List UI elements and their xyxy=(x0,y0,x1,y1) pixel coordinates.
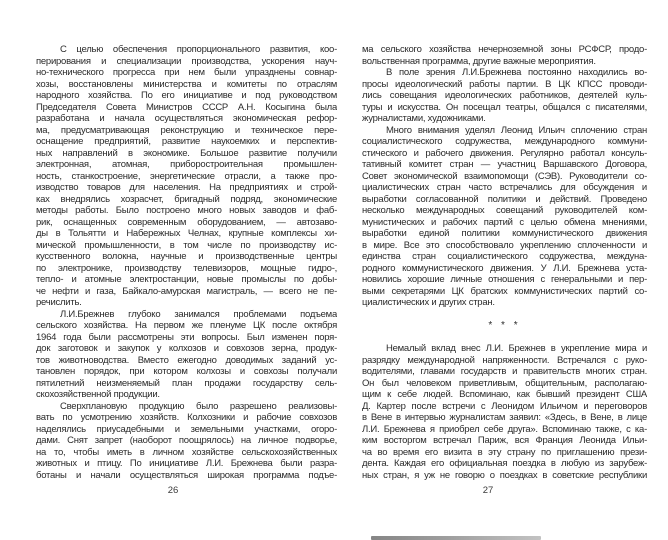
text-line: Совет экономической взаимопомощи (СЭВ). Руководители со- xyxy=(362,170,647,182)
text-line: кусственного волокна, научные и производственные центры xyxy=(36,251,337,262)
text-line: Л.И.Брежнев глубоко занимался проблемами подъема xyxy=(60,308,337,320)
text-line: ды в Тольятти и Набережных Челнах, крупные комплексы хи- xyxy=(36,228,337,239)
text-line: дами. Снят запрет (наоборот поощрялось) на личное подворье, xyxy=(36,435,337,446)
text-line: в Вене в интервью журналистам заявил: «Здесь, в Вене, в лице xyxy=(362,412,647,423)
text-line: по электронике, производству телевизоров, мощные гидро-, xyxy=(36,262,337,274)
text-line: ных стран, я уж не говорю о поездках в советские республики xyxy=(362,469,647,481)
text-line: док заготовок и закупок у колхозов и совхозов зерна, продук- xyxy=(36,343,337,354)
text-line: сельского хозяйства. На первом же пленуме ЦК после октября xyxy=(36,320,337,331)
text-line: речислить. xyxy=(36,297,82,308)
scan-edge-shadow xyxy=(371,536,541,540)
text-line: разрядку международной напряженности. Встречался с руко- xyxy=(362,354,647,366)
text-line: дента. Каждая его официальная поездка в любую из зарубеж- xyxy=(362,458,647,469)
text-line: пятилетний неизменяемый план продажи государству сель- xyxy=(36,377,337,389)
text-line: ча во время его визита в эту страну по приглашению прези- xyxy=(362,446,647,458)
text-line: туры и искусства. Он посещал театры, общался с писателями, xyxy=(362,101,647,113)
text-line: Он был человеком приветливым, общительным, располагаю- xyxy=(362,377,647,389)
text-line: тов животноводства. Вместо ежегодно доводимых заданий ус- xyxy=(36,354,337,366)
text-line: наделялись приусадебными и земельными участками, огоро- xyxy=(36,423,337,435)
left-page-number: 26 xyxy=(167,485,179,496)
right-page-number: 27 xyxy=(482,485,494,496)
text-line: тепло- и атомные электростанции, новые промыслы по добы- xyxy=(36,274,337,285)
text-line: разработана и начала осуществляться экономическая рефор- xyxy=(36,113,337,124)
text-line: Сверхплановую продукцию было разрешено реализовы- xyxy=(60,400,337,412)
text-line: на то, чтобы иметь в личном хозяйстве сельскохозяйственных xyxy=(36,446,337,458)
text-line: вать по усмотрению хозяйств. Колхозники и рабочие совхозов xyxy=(36,412,337,423)
text-line: стического и рабочего движения. Регулярно работал консуль- xyxy=(362,147,647,159)
text-line: единства стран социалистического содружества, междуна- xyxy=(362,251,647,262)
left-page-text xyxy=(36,44,337,481)
text-line: изводство товаров для населения. На предприятиях и строй- xyxy=(36,182,337,193)
text-line: социалистического содружества, международного коммуни- xyxy=(362,136,647,147)
text-line: ках внедрялись хозрасчет, бригадный подряд, экономические xyxy=(36,193,337,205)
text-line: просы идеологический работы партии. В ЦК КПСС проводи- xyxy=(362,78,647,90)
text-line: выработки согласованной политики и действий. Проведено xyxy=(362,193,647,205)
text-line: тативный комитет стран — участниц Варшавского Договора, xyxy=(362,159,647,170)
text-line: ботаны и начали осуществляться широкая программа подъе- xyxy=(36,469,337,481)
text-line: животных и птицу. По инициативе Л.И. Брежнева были разра- xyxy=(36,458,337,469)
text-line: мунистических и рабочих партий с целью обмена мнениями, xyxy=(362,216,647,228)
text-line: скохозяйственной продукции. xyxy=(36,389,160,400)
text-line: В поле зрения Л.И.Брежнева постоянно находились во- xyxy=(386,67,647,78)
text-line: методы работы. Было построено много новых заводов и фаб- xyxy=(36,205,337,216)
text-line: вольственная программа, другие важные мероприятия. xyxy=(362,55,596,67)
text-line: ных направлений в экономике. Большое развитие получили xyxy=(36,147,337,159)
text-line: выработки единой политики коммунистического движения xyxy=(362,228,647,239)
text-line: ность, станкостроение, энергетические отрасли, а также про- xyxy=(36,170,337,182)
text-line: оснащение предприятий, развитие наукоемких и перспектив- xyxy=(36,136,337,147)
text-line: че нефти и газа, Байкало-амурская магистраль, — всего не пе- xyxy=(36,285,337,297)
text-line: журналистами, художниками. xyxy=(362,113,486,124)
text-line: народного хозяйства. По его инициативе и под руководством xyxy=(36,90,337,101)
text-line: родного коммунистического движения. У Л.И. Брежнева уста- xyxy=(362,262,647,274)
right-page-text xyxy=(362,44,647,481)
text-line: водителями, главами государств и правительств многих стран. xyxy=(362,366,647,377)
text-line: С целью обеспечения пропорционального развития, коо- xyxy=(60,44,337,55)
text-line: циалистических стран часто встречались для обсуждения и xyxy=(362,182,647,193)
text-line: но-технического прогресса при нем были упразднены совнар- xyxy=(36,67,337,78)
text-line: в мире. Все это способствовало укреплению сплоченности и xyxy=(362,239,647,251)
text-line: щим к себе людей. Вспоминаю, как бывший президент США xyxy=(362,389,647,400)
text-line: электронная, атомная, приборостроительная промышлен- xyxy=(36,159,337,170)
text-line: ким восторгом встречал Париж, вся Франция Леонида Ильи- xyxy=(362,435,647,446)
text-line: лись совещания идеологических работников, деятелей куль- xyxy=(362,90,647,101)
text-line: ма, предусматривающая реконструкцию и техническое пере- xyxy=(36,124,337,136)
text-line: рик, оснащенных современным оборудованием, — автозаво- xyxy=(36,216,337,228)
text-line: выми секретарями ЦК братских коммунистических партий со- xyxy=(362,285,647,297)
text-line: тановлен порядок, при котором колхозы и совхозы получали xyxy=(36,366,337,377)
text-line: Много внимания уделял Леонид Ильич сплочению стран xyxy=(386,124,647,136)
text-line: несколько международных совещаний руководителей ком- xyxy=(362,205,647,216)
text-line: мической промышленности, в том числе по производству ис- xyxy=(36,239,337,251)
text-line: новились хорошие личные отношения с генеральными и пер- xyxy=(362,274,647,285)
text-line: Д. Картер после встречи с Леонидом Ильичом и переговоров xyxy=(362,400,647,412)
text-line: Немалый вклад внес Л.И. Брежнев в укрепление мира и xyxy=(386,343,647,354)
text-line: 1964 года были рассмотрены эти вопросы. Был изменен поря- xyxy=(36,331,337,343)
text-line: хозы, восстановлены министерства и комитеты по отраслям xyxy=(36,78,337,90)
text-line: циалистических и других стран. xyxy=(362,297,495,308)
text-line: Л.И. Брежнева я приобрел себе друга». Вспоминаю также, с ка- xyxy=(362,423,647,435)
text-line: Председателя Совета Министров СССР А.Н. Косыгина была xyxy=(36,101,337,113)
text-line: ма сельского хозяйства нечерноземной зоны РСФСР, продо- xyxy=(362,44,647,55)
text-line: перирования и специализации производства, ускорения науч- xyxy=(36,55,337,67)
section-separator: * * * xyxy=(488,319,521,331)
